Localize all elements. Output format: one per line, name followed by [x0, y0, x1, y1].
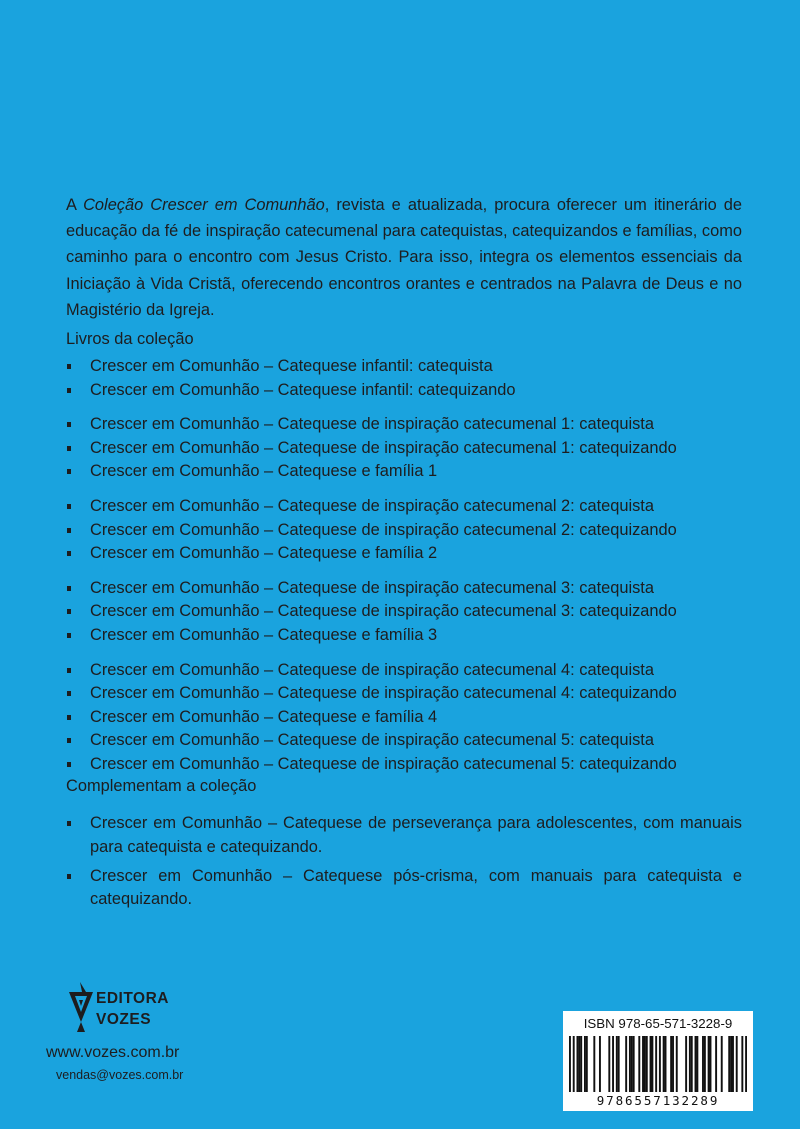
- list-item-label: Crescer em Comunhão – Catequese de inspiração catecumenal 2: catequista: [90, 496, 654, 515]
- list-item: [66, 682, 756, 706]
- barcode-bar: [665, 1036, 667, 1092]
- barcode-bar: [569, 1036, 571, 1092]
- complement-list: [66, 812, 742, 917]
- books-list: [66, 355, 756, 777]
- barcode-bar: [629, 1036, 631, 1092]
- publisher-name-line1: EDITORA: [96, 990, 169, 1007]
- books-section-title: Livros da coleção: [66, 330, 194, 348]
- list-item: [66, 413, 756, 437]
- barcode-bar: [689, 1036, 691, 1092]
- barcode-bar: [745, 1036, 747, 1092]
- barcode-bar: [710, 1036, 712, 1092]
- bullet-icon: [67, 388, 71, 393]
- barcode-bar: [696, 1036, 698, 1092]
- barcode-bar: [599, 1036, 601, 1092]
- barcode-bar: [576, 1036, 578, 1092]
- list-item-label: Crescer em Comunhão – Catequese de inspiração catecumenal 1: catequista: [90, 415, 654, 434]
- list-item-label: Crescer em Comunhão – Catequese e família 1: [90, 462, 438, 481]
- list-item-label: Crescer em Comunhão – Catequese infantil: catequista: [90, 357, 493, 375]
- list-item: [66, 437, 756, 461]
- bullet-icon: [67, 691, 71, 696]
- barcode-bar: [633, 1036, 635, 1092]
- bullet-icon: [67, 762, 71, 767]
- list-item: [66, 355, 756, 379]
- list-item-label: Crescer em Comunhão – Catequese de inspiração catecumenal 5: catequizando: [90, 754, 677, 773]
- list-item-label: Crescer em Comunhão – Catequese pós-crisma, com manuais para catequista e catequizando.: [90, 866, 742, 909]
- bullet-icon: [67, 633, 71, 638]
- barcode-bar: [618, 1036, 620, 1092]
- barcode-bar: [663, 1036, 665, 1092]
- list-item: [66, 460, 756, 484]
- vozes-logo-icon: [66, 980, 216, 1040]
- list-item: [66, 495, 756, 519]
- list-item-label: Crescer em Comunhão – Catequese e família 2: [90, 544, 438, 563]
- barcode-panel: [563, 1011, 753, 1111]
- intro-prefix: A: [66, 196, 84, 214]
- barcode-bar: [728, 1036, 730, 1092]
- isbn-label: ISBN 978-65-571-3228-9: [583, 1016, 733, 1031]
- list-item: [66, 729, 756, 753]
- bullet-icon: [67, 446, 71, 451]
- list-item-label: Crescer em Comunhão – Catequese de inspiração catecumenal 3: catequista: [90, 578, 654, 597]
- barcode-bar: [580, 1036, 582, 1092]
- barcode-bar: [732, 1036, 734, 1092]
- barcode-bar: [612, 1036, 614, 1092]
- barcode-bar: [670, 1036, 672, 1092]
- barcode-bar: [672, 1036, 674, 1092]
- list-item-label: Crescer em Comunhão – Catequese e família 3: [90, 625, 438, 644]
- barcode-bar: [721, 1036, 723, 1092]
- barcode-bar: [685, 1036, 687, 1092]
- barcode-bar: [586, 1036, 588, 1092]
- barcode-bar: [584, 1036, 586, 1092]
- barcode-bar: [644, 1036, 646, 1092]
- publisher-name-line2: VOZES: [96, 1011, 152, 1028]
- barcode-bar: [638, 1036, 640, 1092]
- bullet-icon: [67, 668, 71, 673]
- barcode-bar: [695, 1036, 697, 1092]
- intro-text: , revista e atualizada, procura oferecer um itinerário de educação da fé de inspiração catecumenal para catequistas, catequizandos e famílias, como caminho para o encontro com Jesus Cristo. Para isso, integra os elementos essenciais da Iniciação à Vida Cristã, oferecendo encontros orantes e centrados na Palavra de Deus e no Magistério da Igreja.: [66, 196, 742, 319]
- list-item-label: Crescer em Comunhão – Catequese de inspiração catecumenal 2: catequizando: [90, 520, 677, 539]
- bullet-icon: [67, 469, 71, 474]
- list-item: [66, 379, 756, 403]
- barcode-bar: [642, 1036, 644, 1092]
- bullet-icon: [67, 715, 71, 720]
- barcode-bar: [573, 1036, 575, 1092]
- barcode-bar: [730, 1036, 732, 1092]
- list-item-label: Crescer em Comunhão – Catequese de inspiração catecumenal 5: catequista: [90, 731, 654, 750]
- intro-paragraph: [66, 192, 742, 323]
- list-item: [66, 753, 756, 777]
- list-item-label: Crescer em Comunhão – Catequese e família 4: [90, 707, 438, 726]
- bullet-icon: [67, 422, 71, 427]
- barcode-bar: [702, 1036, 704, 1092]
- barcode-bar: [715, 1036, 717, 1092]
- barcode-bar: [616, 1036, 618, 1092]
- bullet-icon: [67, 528, 71, 533]
- website-link[interactable]: www.vozes.com.br: [46, 1044, 180, 1061]
- list-item: [66, 577, 756, 601]
- bullet-icon: [67, 738, 71, 743]
- list-item: [66, 624, 756, 648]
- barcode-bar: [741, 1036, 743, 1092]
- list-item-label: Crescer em Comunhão – Catequese de inspiração catecumenal 1: catequizando: [90, 438, 677, 457]
- bullet-icon: [67, 364, 71, 369]
- list-item: [66, 519, 756, 543]
- barcode-bar: [631, 1036, 633, 1092]
- list-item-label: Crescer em Comunhão – Catequese de inspiração catecumenal 3: catequizando: [90, 602, 677, 621]
- list-item: [66, 865, 742, 913]
- barcode-bar: [691, 1036, 693, 1092]
- barcode-bar: [593, 1036, 595, 1092]
- bullet-icon: [67, 504, 71, 509]
- collection-name: Coleção Crescer em Comunhão: [83, 196, 325, 214]
- barcode-bar: [608, 1036, 610, 1092]
- barcode-bar: [659, 1036, 661, 1092]
- bullet-icon: [67, 821, 71, 826]
- barcode-bar: [651, 1036, 653, 1092]
- barcode-digits: 9786557132289: [596, 1093, 720, 1108]
- barcode-icon: [569, 1036, 747, 1092]
- bullet-icon: [67, 586, 71, 591]
- list-item: [66, 706, 756, 730]
- email-link[interactable]: vendas@vozes.com.br: [56, 1068, 184, 1082]
- barcode-bar: [676, 1036, 678, 1092]
- barcode-bar: [708, 1036, 710, 1092]
- list-item-label: Crescer em Comunhão – Catequese infantil: catequizando: [90, 380, 516, 399]
- barcode-bar: [655, 1036, 657, 1092]
- barcode-bar: [736, 1036, 738, 1092]
- barcode-bar: [625, 1036, 627, 1092]
- bullet-icon: [67, 874, 71, 879]
- complement-section-title: Complementam a coleção: [66, 777, 257, 795]
- list-item-label: Crescer em Comunhão – Catequese de inspiração catecumenal 4: catequista: [90, 660, 654, 679]
- bullet-icon: [67, 551, 71, 556]
- list-item: [66, 812, 742, 860]
- list-item: [66, 542, 756, 566]
- barcode-bar: [646, 1036, 648, 1092]
- barcode-bar: [578, 1036, 580, 1092]
- barcode-bar: [704, 1036, 706, 1092]
- list-item-label: Crescer em Comunhão – Catequese de inspiração catecumenal 4: catequizando: [90, 684, 677, 703]
- list-item: [66, 659, 756, 683]
- list-item-label: Crescer em Comunhão – Catequese de perseverança para adolescentes, com manuais para catequista e catequizando.: [90, 814, 742, 856]
- bullet-icon: [67, 609, 71, 614]
- list-item: [66, 600, 756, 624]
- barcode-bar: [650, 1036, 652, 1092]
